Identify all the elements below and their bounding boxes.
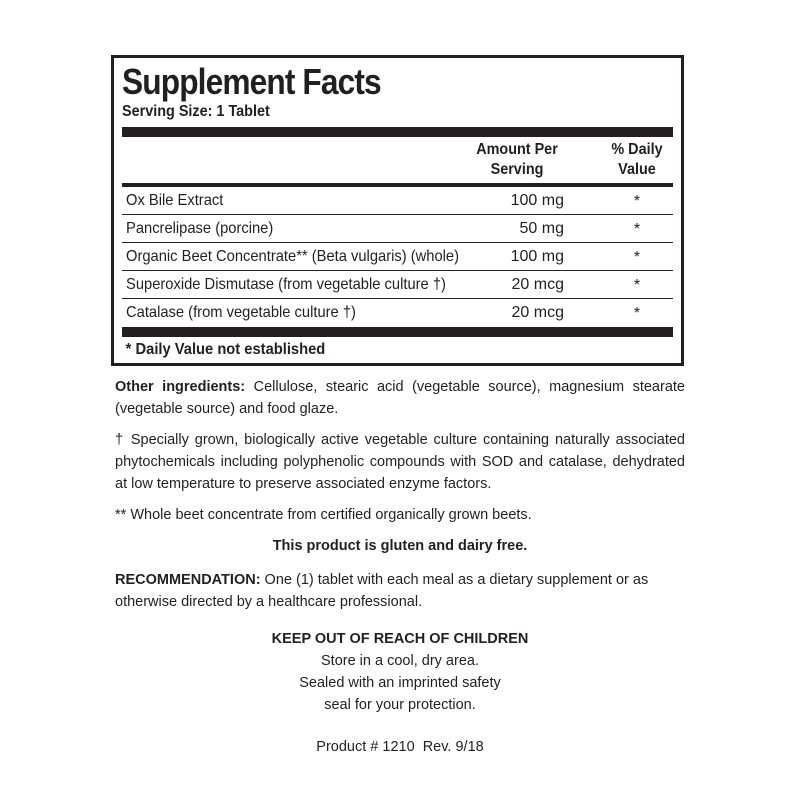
serving-size: Serving Size: 1 Tablet [122,103,270,120]
storage-line: Store in a cool, dry area. [321,653,479,669]
row-daily-value: * [633,277,641,294]
seal-line1: Sealed with an imprinted safety [299,675,501,691]
footer-divider [122,327,673,337]
thick-divider [122,127,673,137]
seal-line2: seal for your protection. [324,697,476,713]
table-row [122,243,673,271]
amount-header-line1: Amount Per [476,141,558,158]
dv-header-line1: % Daily [611,141,663,158]
row-daily-value: * [633,221,641,238]
row-name: Organic Beet Concentrate** (Beta vulgaris) (whole) [126,248,459,265]
other-ingredients-text: Cellulose, stearic acid (vegetable source), magnesium stearate (vegetable source) and food glaze. [115,379,685,417]
supplement-facts-panel [111,55,684,366]
gluten-statement: This product is gluten and dairy free. [272,538,528,554]
table-header [122,137,673,183]
row-amount: 50 mg [519,220,564,237]
table-row [122,299,673,327]
row-amount: 100 mg [510,248,564,265]
row-amount: 100 mg [510,192,564,209]
amount-header-line2: Serving [490,161,544,178]
recommendation-label: RECOMMENDATION: [115,572,261,588]
row-daily-value: * [633,305,641,322]
dagger-note: † Specially grown, biologically active vegetable culture containing naturally associated phytochemicals including polyphenolic compounds with SOD and catalase, dehydrated at low temperature to preserve associated enzyme factors. [115,432,685,492]
daily-value-column-header [597,140,678,180]
warning-heading: KEEP OUT OF REACH OF CHILDREN [271,631,529,647]
table-row [122,215,673,243]
amount-column-header [468,140,567,180]
dv-header-line2: Value [618,161,656,178]
table-row [122,271,673,299]
other-ingredients-label: Other ingredients: [115,379,246,395]
panel-title: Supplement Facts [122,61,381,102]
product-code: Product # 1210 Rev. 9/18 [316,739,484,755]
recommendation [115,569,685,613]
row-name: Superoxide Dismutase (from vegetable culture †) [126,276,446,293]
row-daily-value: * [633,249,641,266]
row-name: Ox Bile Extract [126,192,224,209]
recommendation-text: One (1) tablet with each meal as a dietary supplement or as otherwise directed by a healthcare professional. [115,572,649,610]
daily-value-footnote: * Daily Value not established [125,341,326,358]
table-row [122,187,673,215]
row-name: Pancrelipase (porcine) [126,220,274,237]
row-amount: 20 mcg [511,276,564,293]
row-amount: 20 mcg [511,304,564,321]
other-ingredients [115,376,685,420]
beet-note: ** Whole beet concentrate from certified organically grown beets. [115,507,532,523]
row-daily-value: * [633,193,641,210]
row-name: Catalase (from vegetable culture †) [126,304,356,321]
nutrient-table [122,187,673,327]
